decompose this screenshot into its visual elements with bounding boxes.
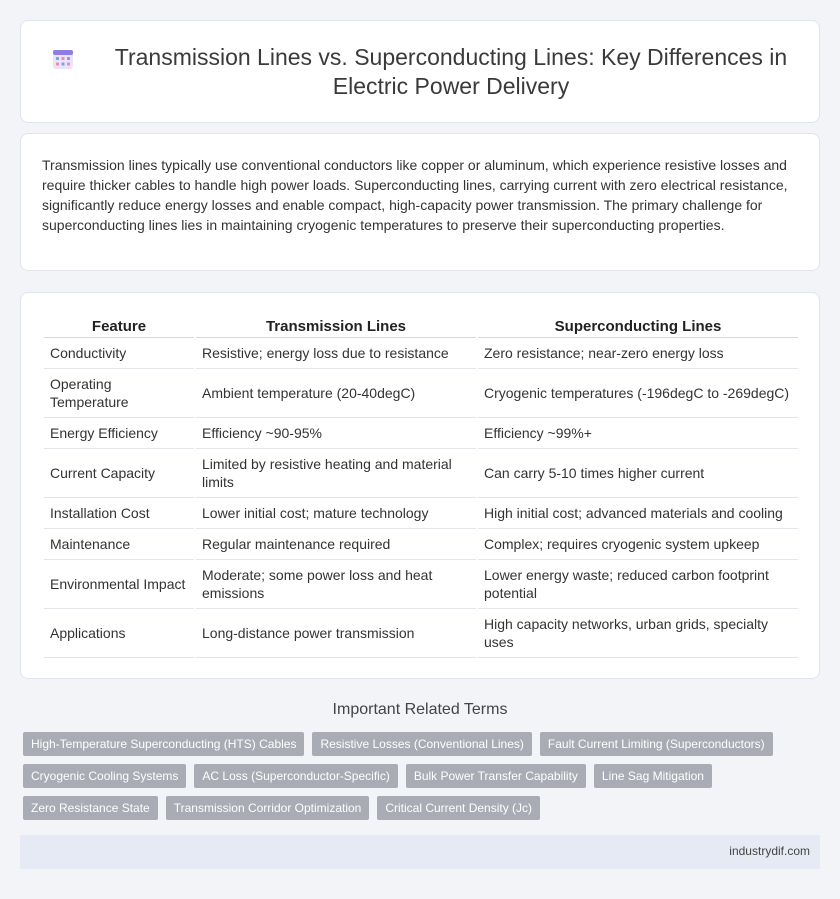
header-transmission-lines: Transmission Lines [196, 316, 476, 338]
tag-resistive-losses[interactable]: Resistive Losses (Conventional Lines) [312, 732, 531, 756]
table-row [44, 560, 798, 609]
table-row [44, 449, 798, 498]
row-superconducting: Lower energy waste; reduced carbon footprint potential [478, 560, 798, 609]
tag-cryogenic-cooling[interactable]: Cryogenic Cooling Systems [23, 764, 186, 788]
table-row [44, 369, 798, 418]
row-feature: Environmental Impact [44, 560, 194, 609]
row-superconducting: Zero resistance; near-zero energy loss [478, 338, 798, 369]
header-superconducting-lines: Superconducting Lines [478, 316, 798, 338]
row-feature: Applications [44, 609, 194, 658]
row-transmission: Efficiency ~90-95% [196, 418, 476, 449]
footer-site[interactable]: industrydif.com [729, 844, 810, 858]
footer [20, 835, 820, 869]
table-row [44, 418, 798, 449]
table-row [44, 609, 798, 658]
table-row [44, 529, 798, 560]
tag-fault-current-limiting[interactable]: Fault Current Limiting (Superconductors) [540, 732, 773, 756]
row-feature: Maintenance [44, 529, 194, 560]
comparison-table [42, 316, 800, 658]
table-row [44, 498, 798, 529]
row-transmission: Ambient temperature (20-40degC) [196, 369, 476, 418]
page-title: Transmission Lines vs. Superconducting Lines: Key Differences in Electric Power Delivery [114, 44, 788, 99]
row-feature: Current Capacity [44, 449, 194, 498]
tag-zero-resistance-state[interactable]: Zero Resistance State [23, 796, 158, 820]
row-transmission: Limited by resistive heating and material limits [196, 449, 476, 498]
related-terms-heading: Important Related Terms [332, 701, 508, 718]
row-superconducting: High initial cost; advanced materials and cooling [478, 498, 798, 529]
row-superconducting: Can carry 5-10 times higher current [478, 449, 798, 498]
row-feature: Conductivity [44, 338, 194, 369]
comparison-card [20, 292, 820, 679]
tag-hts-cables[interactable]: High-Temperature Superconducting (HTS) Cables [23, 732, 304, 756]
row-transmission: Resistive; energy loss due to resistance [196, 338, 476, 369]
tag-transmission-corridor[interactable]: Transmission Corridor Optimization [166, 796, 370, 820]
row-feature: Energy Efficiency [44, 418, 194, 449]
row-feature: Operating Temperature [44, 369, 194, 418]
intro-paragraph: Transmission lines typically use conventional conductors like copper or aluminum, which experience resistive losses and require thicker cables to handle high power loads. Superconducting lines, carrying current with zero electrical resistance, significantly reduce energy losses and enable compact, high-capacity power transmission. The primary challenge for superconducting lines lies in maintaining cryogenic temperatures to preserve their superconducting properties. [42, 157, 788, 233]
intro-card [20, 133, 820, 271]
tag-ac-loss[interactable]: AC Loss (Superconductor-Specific) [194, 764, 397, 788]
row-transmission: Moderate; some power loss and heat emissions [196, 560, 476, 609]
row-superconducting: Complex; requires cryogenic system upkeep [478, 529, 798, 560]
table-header-row [44, 316, 798, 338]
title-card [20, 20, 820, 123]
row-superconducting: High capacity networks, urban grids, specialty uses [478, 609, 798, 658]
table-row [44, 338, 798, 369]
row-superconducting: Efficiency ~99%+ [478, 418, 798, 449]
tag-line-sag-mitigation[interactable]: Line Sag Mitigation [594, 764, 712, 788]
row-feature: Installation Cost [44, 498, 194, 529]
row-superconducting: Cryogenic temperatures (-196degC to -269degC) [478, 369, 798, 418]
row-transmission: Long-distance power transmission [196, 609, 476, 658]
tag-bulk-power-transfer[interactable]: Bulk Power Transfer Capability [406, 764, 586, 788]
row-transmission: Lower initial cost; mature technology [196, 498, 476, 529]
related-terms-list [23, 732, 803, 820]
tag-critical-current-density[interactable]: Critical Current Density (Jc) [377, 796, 540, 820]
header-feature: Feature [44, 316, 194, 338]
row-transmission: Regular maintenance required [196, 529, 476, 560]
